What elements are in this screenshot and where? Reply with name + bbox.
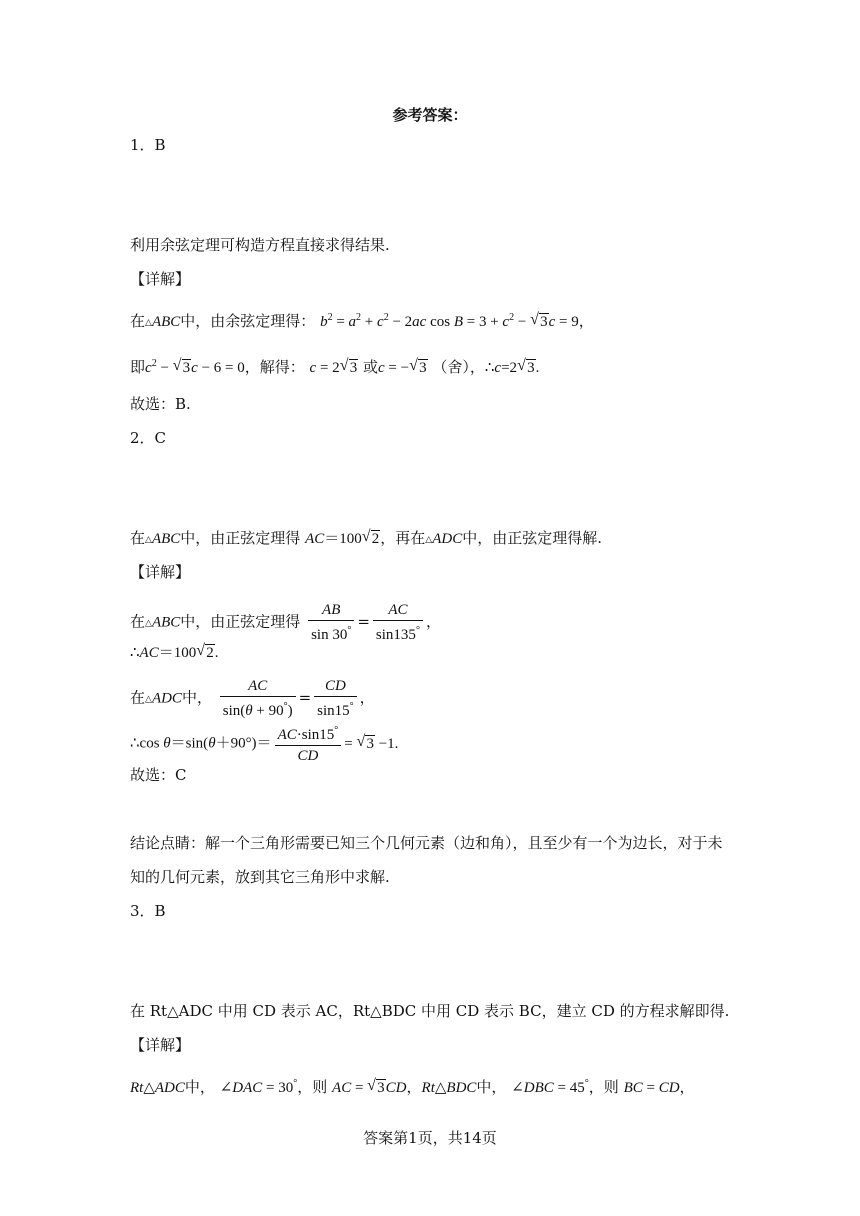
q2-detail-line3: 在△ADC中， $\frac{AC}{\sin(\theta + 90^\circ)}$ = $\frac{CD}{\sin 15^\circ}$ ， [130, 678, 375, 719]
q2-detail-line4: ∴cos θ＝sin(θ＋90°)＝ $\frac{AC\cdot\sin 15^\circ}{CD}$ = √ 3 −1. [130, 721, 398, 766]
page-title: 参考答案： [392, 106, 468, 124]
q2-detail-line2: ∴AC＝100√ 2. [130, 641, 218, 664]
q2-hint: 在△ABC中，由正弦定理得 AC＝100√ 2，再在△ADC中，由正弦定理得解. [130, 527, 602, 551]
q2-conclusion: 故选：C [130, 766, 187, 784]
q2-comment-line1: 结论点睛：解一个三角形需要已知三个几何元素（边和角），且至少有一个为边长，对于未 [130, 834, 723, 852]
q3-answer: 3．B [130, 902, 166, 920]
q2-answer: 2．C [130, 429, 167, 447]
q2-comment-line2: 知的几何元素，放到其它三角形中求解. [130, 868, 390, 886]
page-footer: 答案第1页，共14页 [363, 1129, 497, 1147]
q1-answer: 1．B [130, 136, 166, 154]
q1-conclusion: 故选：B. [130, 395, 191, 413]
q1-detail-line2: 即$c^2$ − √ 3c − 6 = 0，解得： c = 2√ 3 或c = −√ 3 （舍），∴c=2√ 3. [130, 353, 539, 379]
q3-hint: 在 Rt△ADC 中用 CD 表示 AC，Rt△BDC 中用 CD 表示 BC，建立 CD 的方程求解即得. [130, 1002, 730, 1020]
q3-detail-line1: Rt△ADC中， ∠DAC = 30°，则 AC = √ 3CD，Rt△BDC中， ∠DBC = 45°，则 BC = CD， [130, 1073, 695, 1099]
q1-detail-label: 【详解】 [130, 270, 191, 288]
cosine-law-equation: $b^2 = a^2 + c^2 - 2ac$ $\cos B = 3 + c^2$ − √ 3c = 9 [320, 314, 579, 330]
q2-detail-label: 【详解】 [130, 563, 191, 581]
q1-detail-line1: 在△ABC中，由余弦定理得： $b^2 = a^2 + c^2 - 2ac$ $\cos B = 3 + c^2$ − √ 3c = 9， [130, 307, 594, 334]
q3-detail-label: 【详解】 [130, 1036, 191, 1054]
q1-hint: 利用余弦定理可构造方程直接求得结果. [130, 236, 390, 254]
q2-detail-line1: 在△ABC中，由正弦定理得 $\frac{AB}{\sin 30^\circ}$ = $\frac{AC}{\sin 135^\circ}$ ， [130, 602, 441, 643]
